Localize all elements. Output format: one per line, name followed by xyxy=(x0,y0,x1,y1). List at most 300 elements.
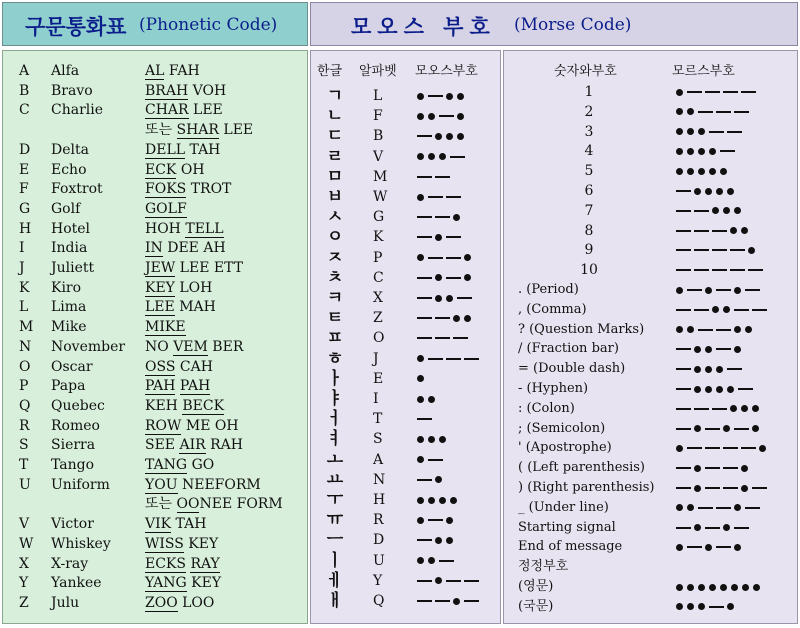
phonetic-pronunciation xyxy=(145,477,261,493)
morse-dot xyxy=(417,517,424,524)
morse-dot xyxy=(720,168,727,175)
morse-code xyxy=(417,149,468,165)
morse-dot xyxy=(428,557,435,564)
korean-morse-row xyxy=(311,146,500,167)
pronunciation-segment: TELL xyxy=(185,220,224,237)
pronunciation-segment: LEE xyxy=(145,299,175,316)
morse-dash xyxy=(464,580,479,582)
pronunciation-segment: ZOO xyxy=(145,594,178,611)
morse-code xyxy=(417,553,457,569)
pronunciation-segment: LEE ETT xyxy=(175,260,244,276)
phonetic-letter: D xyxy=(19,141,31,158)
morse-dot xyxy=(428,436,435,443)
phonetic-word: X-ray xyxy=(51,555,89,572)
morse-dot xyxy=(730,227,737,234)
morse-dot xyxy=(435,234,442,241)
phonetic-word: Sierra xyxy=(51,437,96,454)
pronunciation-segment: 또는 xyxy=(145,496,177,513)
morse-dash xyxy=(446,257,461,259)
phonetic-pronunciation xyxy=(145,378,210,394)
symbol-label: 6 xyxy=(584,183,594,199)
korean-morse-row xyxy=(311,532,500,550)
phonetic-word: Romeo xyxy=(51,417,100,434)
phonetic-letter: I xyxy=(19,240,25,257)
morse-dot xyxy=(745,326,752,333)
symbol-label: Starting signal xyxy=(518,519,616,535)
morse-dash xyxy=(464,600,479,602)
phonetic-pronunciation xyxy=(145,83,226,99)
morse-code xyxy=(676,500,763,516)
morse-code xyxy=(417,128,468,144)
phonetic-word: Victor xyxy=(51,516,94,533)
morse-dot xyxy=(727,188,734,195)
morse-dot xyxy=(730,405,737,412)
morse-dash xyxy=(752,487,767,489)
morse-dot xyxy=(694,386,701,393)
morse-code xyxy=(417,88,468,104)
morse-dash xyxy=(417,580,432,582)
hangul-jamo: ㅣ xyxy=(326,550,344,571)
phonetic-word: Hotel xyxy=(51,220,91,237)
morse-dash xyxy=(712,408,727,410)
phonetic-row xyxy=(3,516,307,534)
number-morse-row xyxy=(504,599,797,617)
morse-code xyxy=(676,282,763,298)
symbol-label: ; (Semicolon) xyxy=(518,420,606,436)
morse-dash xyxy=(716,348,731,350)
morse-dash xyxy=(730,249,745,251)
morse-dash xyxy=(698,329,713,331)
pronunciation-segment: JEW xyxy=(145,260,176,276)
phonetic-pronunciation xyxy=(145,437,243,453)
morse-code xyxy=(676,381,756,397)
korean-morse-row xyxy=(311,189,500,207)
phonetic-letter: X xyxy=(19,555,29,572)
alphabet-letter: E xyxy=(373,370,384,387)
morse-dot xyxy=(417,436,424,443)
phonetic-row xyxy=(3,102,307,120)
alphabet-letter: O xyxy=(373,330,385,347)
pronunciation-segment: HOH xyxy=(145,220,186,237)
hangul-jamo: ㅈ xyxy=(326,247,344,268)
morse-dot xyxy=(734,326,741,333)
morse-dot xyxy=(446,133,453,140)
alphabet-letter: V xyxy=(373,148,384,165)
morse-code xyxy=(417,492,461,508)
korean-morse-row xyxy=(311,492,500,510)
morse-dash xyxy=(698,111,713,113)
phonetic-word: Foxtrot xyxy=(51,181,103,198)
phonetic-word: Mike xyxy=(51,319,87,336)
korean-morse-row xyxy=(311,330,500,348)
morse-dot xyxy=(417,93,424,100)
phonetic-letter: K xyxy=(19,279,30,296)
morse-dot xyxy=(723,306,730,313)
morse-dash xyxy=(716,507,731,509)
phonetic-letter: P xyxy=(19,378,29,395)
phonetic-row xyxy=(3,221,307,239)
alphabet-letter: F xyxy=(373,108,383,125)
morse-dot xyxy=(676,108,683,115)
morse-dash xyxy=(694,408,709,410)
alphabet-letter: Q xyxy=(373,593,385,609)
pronunciation-segment: TAH xyxy=(185,141,221,158)
phonetic-letter: G xyxy=(19,200,31,217)
number-morse-row xyxy=(504,559,797,577)
morse-dot xyxy=(439,153,446,160)
morse-code xyxy=(417,472,446,488)
pronunciation-segment: FOKS xyxy=(145,181,187,198)
pronunciation-segment: KEY xyxy=(145,279,175,296)
symbol-label: 1 xyxy=(584,84,594,100)
morse-dot xyxy=(457,93,464,100)
morse-code xyxy=(417,351,482,367)
morse-code xyxy=(417,229,464,245)
symbol-label: 2 xyxy=(584,103,594,120)
phonetic-word: Quebec xyxy=(51,397,105,414)
phonetic-pronunciation xyxy=(145,122,253,138)
morse-dash xyxy=(734,111,749,113)
morse-dash xyxy=(676,527,691,529)
morse-dot xyxy=(446,537,453,544)
hangul-jamo: ㅡ xyxy=(326,530,344,551)
morse-code xyxy=(676,480,770,496)
morse-dash xyxy=(723,487,738,489)
number-morse-row xyxy=(504,322,797,340)
pronunciation-segment: IN xyxy=(145,240,163,257)
morse-dot xyxy=(698,168,705,175)
morse-dot xyxy=(464,254,471,261)
morse-dot xyxy=(705,287,712,294)
morse-dot xyxy=(417,355,424,362)
morse-code xyxy=(676,84,759,100)
symbol-label: 4 xyxy=(584,143,594,160)
phonetic-row xyxy=(3,63,307,81)
phonetic-letter: C xyxy=(19,102,30,119)
hangul-jamo: ㅂ xyxy=(326,187,344,207)
phonetic-pronunciation xyxy=(145,536,218,552)
morse-dot xyxy=(705,544,712,551)
phonetic-pronunciation xyxy=(145,260,243,276)
morse-dot xyxy=(694,465,701,472)
number-morse-row xyxy=(504,480,797,498)
number-morse-row xyxy=(504,143,797,161)
morse-code xyxy=(417,290,475,306)
morse-dash xyxy=(428,95,443,97)
morse-dot xyxy=(435,577,442,584)
phonetic-row xyxy=(3,477,307,495)
morse-dash xyxy=(417,479,432,481)
morse-code xyxy=(676,421,763,437)
pronunciation-segment: TROT xyxy=(186,181,232,198)
phonetic-pronunciation xyxy=(145,595,214,611)
morse-dash xyxy=(435,176,450,178)
pronunciation-segment: LEE xyxy=(188,102,223,119)
morse-dot xyxy=(676,287,683,294)
morse-dot xyxy=(698,128,705,135)
phonetic-pronunciation xyxy=(145,240,226,256)
morse-dot xyxy=(734,287,741,294)
morse-dot xyxy=(453,315,460,322)
korean-morse-row xyxy=(311,88,500,106)
morse-dash xyxy=(705,487,720,489)
symbol-label: (국문) xyxy=(518,598,554,614)
morse-dot xyxy=(453,598,460,605)
morse-dot xyxy=(428,396,435,403)
morse-dash xyxy=(439,115,454,117)
morse-dash xyxy=(716,289,731,291)
morse-dot xyxy=(753,584,760,591)
morse-code xyxy=(417,189,464,205)
morse-dash xyxy=(705,527,720,529)
morse-dash xyxy=(716,329,731,331)
morse-dash xyxy=(676,309,691,311)
phonetic-word: Bravo xyxy=(51,82,93,99)
korean-morse-row xyxy=(311,469,500,490)
pronunciation-segment: OO xyxy=(176,496,200,513)
morse-dash xyxy=(676,467,691,469)
phonetic-row xyxy=(3,536,307,554)
pronunciation-segment: FAH xyxy=(164,63,200,79)
symbol-label: 정정부호 xyxy=(518,559,569,575)
alphabet-letter: W xyxy=(373,189,388,205)
pronunciation-segment: MIKE xyxy=(145,319,186,336)
morse-dot xyxy=(428,153,435,160)
morse-dot xyxy=(727,386,734,393)
phonetic-pronunciation xyxy=(145,398,224,414)
symbol-label: 3 xyxy=(584,123,594,140)
morse-dash xyxy=(712,230,727,232)
phonetic-letter: R xyxy=(19,417,30,434)
morse-dash xyxy=(745,507,760,509)
korean-morse-table xyxy=(310,50,501,624)
korean-morse-row xyxy=(311,391,500,409)
morse-dash xyxy=(446,236,461,238)
morse-code xyxy=(676,599,738,615)
phonetic-pronunciation xyxy=(145,102,223,118)
morse-dash xyxy=(734,428,749,430)
number-morse-row xyxy=(504,223,797,241)
phonetic-word: Yankee xyxy=(51,575,102,592)
morse-dash xyxy=(705,91,720,93)
phonetic-pronunciation xyxy=(145,221,224,237)
pronunciation-segment: KEY xyxy=(186,575,222,592)
symbol-label: ' (Apostrophe) xyxy=(518,440,612,456)
morse-dash xyxy=(752,309,767,311)
korean-morse-row xyxy=(311,267,500,288)
number-morse-row xyxy=(504,460,797,478)
phonetic-row xyxy=(3,339,307,357)
morse-dot xyxy=(676,544,683,551)
phonetic-word: Alfa xyxy=(51,63,80,79)
morse-dot xyxy=(453,214,460,221)
phonetic-row xyxy=(3,496,307,514)
phonetic-row xyxy=(3,201,307,219)
morse-dash xyxy=(694,210,709,212)
morse-dot xyxy=(450,497,457,504)
alphabet-letter: I xyxy=(373,391,379,407)
column-header-alphabet: 알파벳 xyxy=(359,64,397,79)
morse-dot xyxy=(676,584,683,591)
morse-korean-title: 모오스 부호 xyxy=(351,15,496,39)
morse-dot xyxy=(417,396,424,403)
morse-dot xyxy=(741,465,748,472)
morse-code xyxy=(676,520,752,536)
morse-dot xyxy=(687,326,694,333)
symbol-label: _ (Under line) xyxy=(518,499,609,515)
phonetic-row xyxy=(3,437,307,455)
pronunciation-segment: KEH xyxy=(145,397,183,414)
phonetic-korean-title: 구문통화표 xyxy=(25,15,127,39)
phonetic-code-table xyxy=(2,50,308,624)
pronunciation-segment: BER xyxy=(207,338,244,355)
symbol-label: . (Period) xyxy=(518,282,579,297)
morse-dash xyxy=(428,519,443,521)
morse-dot xyxy=(694,346,701,353)
morse-code xyxy=(417,431,450,447)
hangul-jamo: ㄷ xyxy=(326,126,344,147)
morse-dot xyxy=(439,436,446,443)
morse-dash xyxy=(428,358,443,360)
phonetic-row xyxy=(3,260,307,278)
alphabet-letter: H xyxy=(373,492,386,508)
symbol-label: 5 xyxy=(584,163,594,180)
morse-dash xyxy=(716,111,731,113)
phonetic-pronunciation xyxy=(145,299,216,315)
phonetic-row xyxy=(3,556,307,574)
morse-dash xyxy=(428,196,443,198)
morse-code xyxy=(417,209,464,225)
number-morse-row xyxy=(504,361,797,379)
phonetic-row xyxy=(3,299,307,317)
morse-dot xyxy=(705,346,712,353)
morse-dash xyxy=(676,269,691,271)
column-header-morse: 모오스부호 xyxy=(415,64,478,79)
phonetic-pronunciation xyxy=(145,201,187,217)
morse-dot xyxy=(694,425,701,432)
phonetic-letter: V xyxy=(19,516,30,533)
morse-dash xyxy=(417,236,432,238)
number-morse-row xyxy=(504,401,797,419)
morse-dash xyxy=(450,156,465,158)
alphabet-letter: P xyxy=(373,249,383,266)
morse-dot xyxy=(464,315,471,322)
morse-dash xyxy=(687,289,702,291)
phonetic-pronunciation xyxy=(145,418,239,434)
morse-code xyxy=(417,593,482,609)
symbol-label: ) (Right parenthesis) xyxy=(518,480,655,495)
morse-dot xyxy=(417,375,424,382)
phonetic-row xyxy=(3,398,307,416)
morse-dash xyxy=(705,447,720,449)
column-header-numbers-symbols: 숫자와부호 xyxy=(554,64,617,79)
morse-dot xyxy=(687,584,694,591)
morse-dot xyxy=(698,148,705,155)
phonetic-pronunciation xyxy=(145,575,221,591)
morse-dash xyxy=(435,600,450,602)
morse-dot xyxy=(716,366,723,373)
phonetic-word: Kiro xyxy=(51,279,82,296)
pronunciation-segment: BECK xyxy=(182,397,225,414)
alphabet-letter: T xyxy=(373,411,383,428)
pronunciation-segment: AL xyxy=(145,63,165,79)
phonetic-letter: Y xyxy=(19,575,29,592)
morse-dot xyxy=(709,168,716,175)
morse-dot xyxy=(752,425,759,432)
phonetic-row xyxy=(3,359,307,377)
alphabet-letter: G xyxy=(373,209,385,226)
phonetic-word: Juliett xyxy=(51,260,95,276)
morse-dash xyxy=(457,297,472,299)
alphabet-letter: R xyxy=(373,512,384,529)
morse-dash xyxy=(741,447,756,449)
morse-dash xyxy=(734,309,749,311)
phonetic-row xyxy=(3,457,307,475)
morse-dot xyxy=(748,247,755,254)
phonetic-pronunciation xyxy=(145,319,186,335)
morse-dot xyxy=(435,274,442,281)
morse-dot xyxy=(428,113,435,120)
morse-dash xyxy=(428,257,443,259)
korean-morse-row xyxy=(311,128,500,146)
phonetic-letter: J xyxy=(19,260,25,276)
column-header-morse-code: 모르스부호 xyxy=(672,64,735,79)
pronunciation-segment: OH xyxy=(176,161,205,178)
alphabet-letter: B xyxy=(373,128,384,145)
morse-dot xyxy=(734,544,741,551)
morse-dot xyxy=(723,207,730,214)
phonetic-pronunciation xyxy=(145,162,205,178)
morse-dash xyxy=(417,176,432,178)
pronunciation-segment: TANG xyxy=(145,457,188,473)
phonetic-letter: U xyxy=(19,476,31,493)
phonetic-pronunciation xyxy=(145,142,220,158)
morse-dash xyxy=(676,408,691,410)
morse-dash xyxy=(727,131,742,133)
morse-code xyxy=(676,401,763,417)
morse-dot xyxy=(439,497,446,504)
morse-dash xyxy=(446,196,461,198)
pronunciation-segment: VOH xyxy=(188,82,227,99)
morse-dot xyxy=(417,254,424,261)
hangul-jamo: ㅐ xyxy=(326,591,344,611)
morse-dot xyxy=(417,557,424,564)
korean-morse-row xyxy=(311,570,500,591)
korean-morse-row xyxy=(311,348,500,369)
morse-dot xyxy=(705,366,712,373)
morse-code xyxy=(417,391,439,407)
morse-dot xyxy=(417,153,424,160)
morse-dash xyxy=(417,277,432,279)
phonetic-word: Lima xyxy=(51,299,87,316)
phonetic-word: Golf xyxy=(51,200,81,217)
phonetic-english-title: (Phonetic Code) xyxy=(139,15,278,35)
pronunciation-segment: MAH xyxy=(174,299,216,316)
symbol-label: ? (Question Marks) xyxy=(518,321,645,337)
pronunciation-segment: WISS xyxy=(145,535,184,552)
hangul-jamo: ㅍ xyxy=(326,328,344,349)
morse-dot xyxy=(752,405,759,412)
phonetic-word: Papa xyxy=(51,378,86,395)
number-morse-row xyxy=(504,539,797,557)
morse-code xyxy=(417,371,428,387)
morse-code xyxy=(676,262,766,278)
morse-dash xyxy=(676,190,691,192)
korean-morse-row xyxy=(311,290,500,308)
phonetic-letter: O xyxy=(19,358,31,375)
hangul-jamo: ㅕ xyxy=(326,429,344,450)
morse-code xyxy=(676,460,752,476)
